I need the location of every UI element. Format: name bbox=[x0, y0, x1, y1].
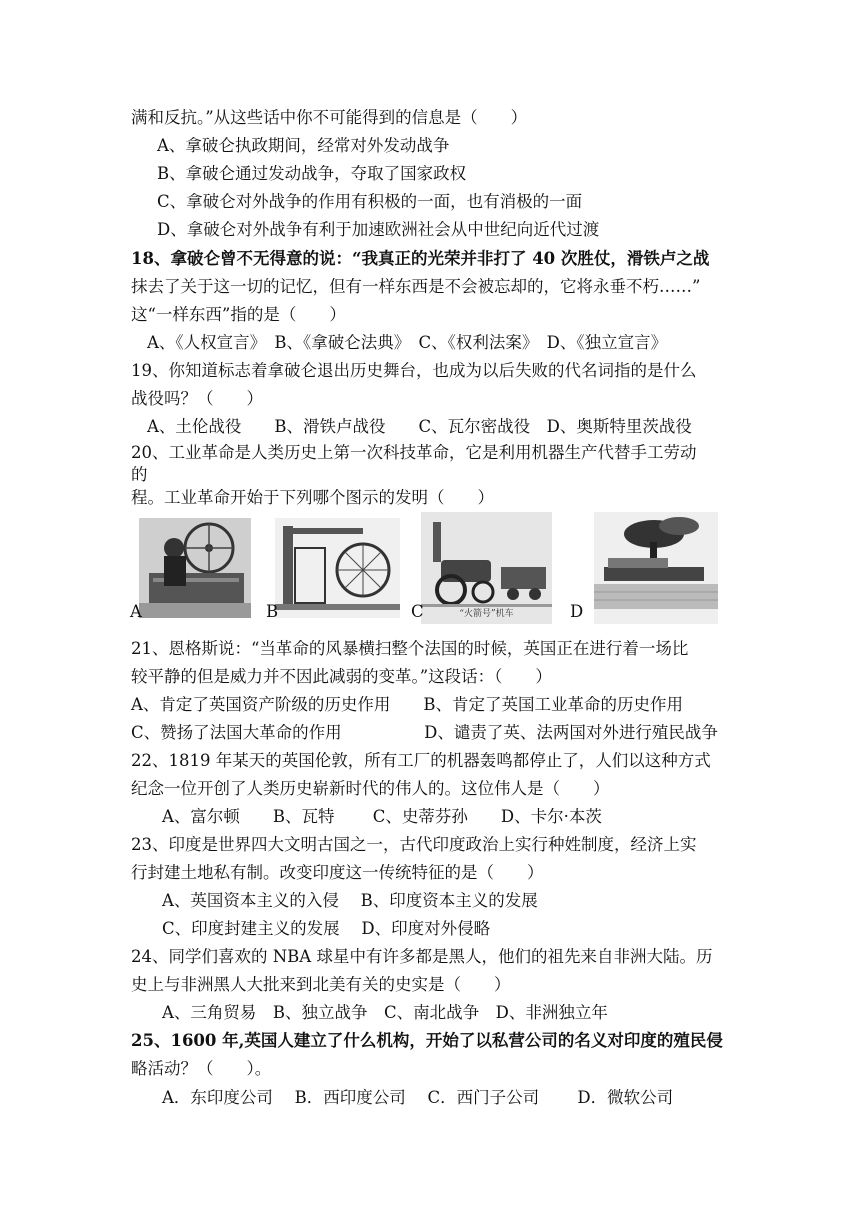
q17-option-c: C、拿破仑对外战争的作用有积极的一面，也有消极的一面 bbox=[157, 192, 583, 211]
q17-option-d: D、拿破仑对外战争有利于加速欧洲社会从中世纪向近代过渡 bbox=[157, 220, 600, 239]
q23-option-cd: C、印度封建主义的发展 D、印度对外侵略 bbox=[162, 919, 491, 938]
q20-line-3: 程。工业革命开始于下列哪个图示的发明（ ） bbox=[131, 488, 494, 507]
q18-line-3: 这“一样东西”指的是（ ） bbox=[131, 305, 346, 324]
rocket-caption: “火箭号”机车 bbox=[459, 609, 514, 619]
image-label-d: D bbox=[570, 602, 584, 621]
q25-line-2: 略活动？（ ）。 bbox=[131, 1059, 272, 1078]
image-label-b: B bbox=[266, 602, 279, 621]
q17-option-a: A、拿破仑执政期间，经常对外发动战争 bbox=[157, 136, 450, 155]
q23-option-ab: A、英国资本主义的入侵 B、印度资本主义的发展 bbox=[162, 891, 538, 910]
q19-options: A、土伦战役 B、滑铁卢战役 C、瓦尔密战役 D、奥斯特里茨战役 bbox=[147, 417, 692, 436]
q17-option-b: B、拿破仑通过发动战争，夺取了国家政权 bbox=[157, 164, 467, 183]
q24-line-2: 史上与非洲黑人大批来到北美有关的史实是（ ） bbox=[131, 975, 511, 994]
image-label-a: A bbox=[130, 602, 142, 621]
q24-options: A、三角贸易 B、独立战争 C、南北战争 D、非洲独立年 bbox=[162, 1003, 608, 1022]
q19-line-1: 19、你知道标志着拿破仑退出历史舞台，也成为以后失败的代名词指的是什么 bbox=[131, 361, 697, 380]
q25-line-1: 25、1600 年,英国人建立了什么机构，开始了以私营公司的名义对印度的殖民侵 bbox=[131, 1031, 723, 1050]
rocket-locomotive-image bbox=[421, 512, 552, 624]
q19-line-2: 战役吗？（ ） bbox=[131, 389, 263, 408]
q20-line-2: 的 bbox=[131, 465, 148, 484]
q21-line-2: 较平静的但是威力并不因此减弱的变革。”这段话：（ ） bbox=[131, 667, 552, 686]
q18-options: A、《人权宣言》 B、《拿破仑法典》 C、《权利法案》 D、《独立宣言》 bbox=[147, 333, 668, 352]
image-label-c: C bbox=[411, 602, 424, 621]
q18-line-2: 抹去了关于这一切的记忆，但有一样东西是不会被忘却的，它将永垂不朽……” bbox=[131, 277, 701, 296]
q25-options: A．东印度公司 B．西印度公司 C．西门子公司 D．微软公司 bbox=[162, 1088, 674, 1107]
q23-line-1: 23、印度是世界四大文明古国之一，古代印度政治上实行种姓制度，经济上实 bbox=[131, 835, 697, 854]
q21-option-cd: C、赞扬了法国大革命的作用 D、谴责了英、法两国对外进行殖民战争 bbox=[131, 723, 718, 742]
q17-stem-tail: 满和反抗。”从这些话中你不可能得到的信息是（ ） bbox=[131, 108, 528, 127]
q21-option-ab: A、肯定了英国资产阶级的历史作用 B、肯定了英国工业革命的历史作用 bbox=[131, 695, 684, 714]
q18-line-1: 18、拿破仑曾不无得意的说：“我真正的光荣并非打了 40 次胜仗，滑铁卢之战 bbox=[131, 249, 710, 268]
q20-line-1: 20、工业革命是人类历史上第一次科技革命，它是利用机器生产代替手工劳动 bbox=[131, 443, 697, 462]
q21-line-1: 21、恩格斯说：“当革命的风暴横扫整个法国的时候，英国正在进行着一场比 bbox=[131, 639, 689, 658]
q22-line-1: 22、1819 年某天的英国伦敦，所有工厂的机器轰鸣都停止了，人们以这种方式 bbox=[131, 751, 711, 770]
q23-line-2: 行封建土地私有制。改变印度这一传统特征的是（ ） bbox=[131, 863, 544, 882]
q22-options: A、富尔顿 B、瓦特 C、史蒂芬孙 D、卡尔·本茨 bbox=[162, 807, 602, 826]
steamboat-image bbox=[594, 512, 718, 624]
q22-line-2: 纪念一位开创了人类历史崭新时代的伟人的。这位伟人是（ ） bbox=[131, 779, 610, 798]
spinning-jenny-image bbox=[139, 518, 251, 618]
q24-line-1: 24、同学们喜欢的 NBA 球星中有许多都是黑人，他们的祖先来自非洲大陆。历 bbox=[131, 947, 713, 966]
steam-engine-image bbox=[275, 518, 400, 618]
